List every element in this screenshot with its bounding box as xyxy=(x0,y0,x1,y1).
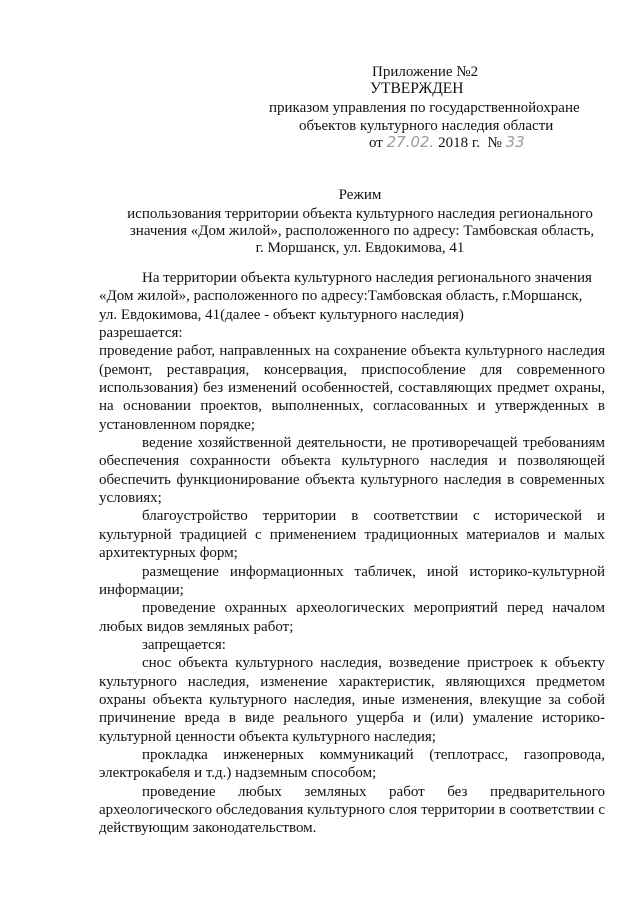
forbidden-item-2: прокладка инженерных коммуникаций (теплотрасс, газопровода, электрокабеля и т.д.) надземным способом; xyxy=(99,746,605,782)
order-line-1: приказом управления по государственнойохране xyxy=(269,100,580,116)
forbidden-item-1: снос объекта культурного наследия, возведение пристроек к объекту культурного наследия, изменение характеристик, являющихся предметом охраны объекта культурного наследия, иные изменения, влекущие за собой причинение вреда в виде реального ущерба и (или) умаление историко-культурной ценности объекта культурного наследия; xyxy=(99,655,605,745)
forbidden-heading: запрещается: xyxy=(142,636,226,653)
title-line-1: использования территории объекта культурного наследия регионального xyxy=(127,206,593,222)
order-line-2: объектов культурного наследия области xyxy=(299,118,554,134)
title-line-3: г. Моршанск, ул. Евдокимова, 41 xyxy=(255,240,465,256)
order-date-line xyxy=(369,133,525,152)
allowed-item-2: ведение хозяйственной деятельности, не противоречащей требованиям обеспечения сохранности объекта культурного наследия и позволяющей обеспечить функционирование объекта культурного наследия в современных условиях; xyxy=(99,435,605,507)
approved-stamp-text: УТВЕРЖДЕН xyxy=(370,80,464,97)
handwritten-date: 27.02. xyxy=(386,133,435,151)
title-line-2: значения «Дом жилой», расположенного по адресу: Тамбовская область, xyxy=(129,223,595,239)
allowed-item-3: благоустройство территории в соответствии с исторической и культурной традицией с применением традиционных материалов и малых архитектурных форм; xyxy=(99,508,605,562)
appendix-number: Приложение №2 xyxy=(372,64,479,80)
allowed-item-5: проведение охранных археологических мероприятий перед началом любых видов земляных работ; xyxy=(99,600,605,635)
document-body xyxy=(99,269,605,838)
allowed-heading: разрешается: xyxy=(99,325,183,342)
number-prefix: № xyxy=(487,135,502,151)
forbidden-item-3: проведение любых земляных работ без предварительного археологического обследования культурного слоя территории в соответствии с действующим законодательством. xyxy=(99,783,605,837)
allowed-item-1: проведение работ, направленных на сохранение объекта культурного наследия (ремонт, реставрация, консервация, приспособление для современного использования) без изменений особенностей, составляющих предмет охраны, на основании проектов, выполненных, согласованных и утвержденных в установленном порядке; xyxy=(99,343,605,433)
date-prefix: от xyxy=(369,135,383,151)
document-title: Режим xyxy=(338,187,382,203)
intro-line-3: ул. Евдокимова, 41(далее - объект культурного наследия) xyxy=(99,306,464,323)
intro-line-1: На территории объекта культурного наследия регионального значения xyxy=(142,270,592,286)
date-year: 2018 г. xyxy=(438,135,481,151)
handwritten-number: 33 xyxy=(505,133,525,151)
intro-line-2: «Дом жилой», расположенного по адресу:Тамбовская область, г.Моршанск, xyxy=(99,288,583,305)
allowed-item-4: размещение информационных табличек, иной историко-культурной информации; xyxy=(99,563,605,598)
